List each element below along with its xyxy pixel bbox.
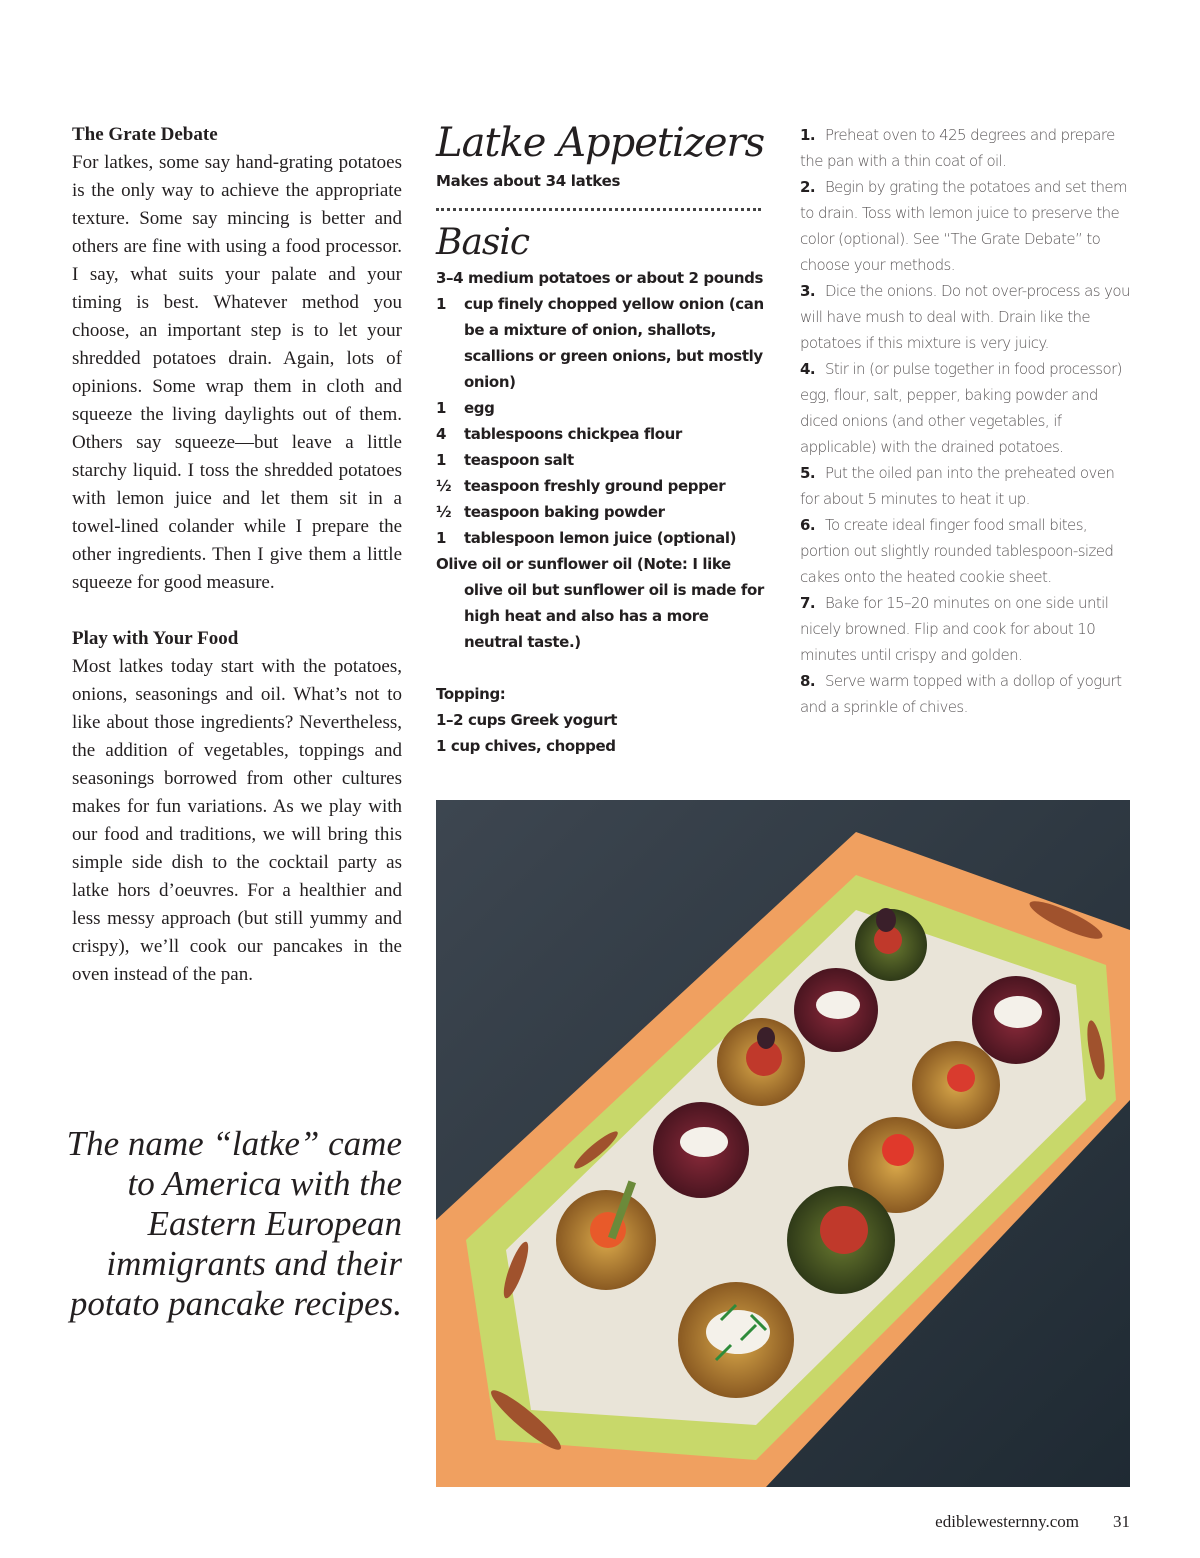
recipe-title: Latke Appetizers xyxy=(436,120,765,166)
step-number: 6. xyxy=(800,516,815,534)
yogurt-topping xyxy=(680,1127,728,1157)
olive-topping xyxy=(757,1027,775,1049)
step-text: Dice the onions. Do not over-process as you will have mush to deal with. Drain like the potatoes if this mixture is very juicy. xyxy=(800,282,1130,352)
pepper-topping xyxy=(820,1206,868,1254)
pepper-topping xyxy=(882,1134,914,1166)
step-text: Stir in (or pulse together in food processor) egg, flour, salt, pepper, baking powder and diced onions (and other vegetables, if applicable) with the drained potatoes. xyxy=(800,360,1122,456)
step-number: 1. xyxy=(800,126,815,144)
yogurt-topping xyxy=(706,1310,770,1354)
ingredient-qty: 1 xyxy=(436,295,447,313)
section-heading-play-with-food: Play with Your Food xyxy=(72,628,239,649)
pepper-topping xyxy=(947,1064,975,1092)
ingredient-potatoes: 3–4 medium potatoes or about 2 pounds xyxy=(436,269,764,287)
ingredient-text: teaspoon baking powder xyxy=(464,503,665,521)
left-column xyxy=(72,121,402,989)
step-text: To create ideal finger food small bites, portion out slightly rounded tablespoon-sized cakes onto the heated cookie sheet. xyxy=(800,516,1114,586)
pull-quote: The name “latke” came to America with the Eastern European immigrants and their potato pancake recipes. xyxy=(66,1124,402,1323)
ingredient-item xyxy=(436,421,766,447)
yogurt-topping xyxy=(816,991,860,1019)
ingredient-item xyxy=(436,395,766,421)
step-item xyxy=(800,278,1135,356)
step-number: 7. xyxy=(800,594,815,612)
step-text: Bake for 15–20 minutes on one side until nicely browned. Flip and cook for about 10 minutes until crispy and golden. xyxy=(800,594,1109,664)
step-number: 5. xyxy=(800,464,815,482)
step-item xyxy=(800,668,1135,720)
step-item xyxy=(800,590,1135,668)
ingredient-qty: 1 xyxy=(436,529,447,547)
step-text: Put the oiled pan into the preheated oven for about 5 minutes to heat it up. xyxy=(800,464,1115,508)
ingredient-text: cup finely chopped yellow onion (can be a mixture of onion, shallots, scallions or green onions, but mostly onion) xyxy=(464,295,764,391)
section-body-play-with-food: Most latkes today start with the potatoes, onions, seasonings and oil. What’s not to like about those ingredients? Nevertheless, the addition of vegetables, toppings and seasonings borrowed from other cultures makes for fun variations. As we play with our food and traditions, we will bring this simple side dish to the cocktail party as latke hors d’oeuvres. For a healthier and less messy approach (but still yummy and crispy), we’ll cook our pancakes in the oven instead of the pan. xyxy=(72,656,402,985)
section-heading-grate-debate: The Grate Debate xyxy=(72,124,218,145)
step-text: Serve warm topped with a dollop of yogurt and a sprinkle of chives. xyxy=(800,672,1122,716)
section-body-grate-debate: For latkes, some say hand-grating potatoes is the only way to achieve the appropriate texture. Some say mincing is better and others are fine with using a food processor. I say, what suits your palate and your timing is best. Whatever method you choose, an important step is to let your shredded potatoes drain. Again, lots of opinions. Some wrap them in cloth and squeeze the living daylights out of them. Others say squeeze—but leave a little starchy liquid. I toss the shredded potatoes with lemon juice and let them sit in a towel-lined colander while I prepare the other ingredients. Then I give them a little squeeze for good measure. xyxy=(72,152,402,593)
site-url: ediblewesternny.com xyxy=(935,1512,1079,1531)
ingredient-qty: 1 xyxy=(436,451,447,469)
platter-illustration xyxy=(436,800,1130,1487)
latke-platter-photo xyxy=(436,800,1130,1487)
step-item xyxy=(800,174,1135,278)
ingredient-text: egg xyxy=(464,399,495,417)
ingredient-item xyxy=(436,447,766,473)
topping-yogurt: 1–2 cups Greek yogurt xyxy=(436,711,617,729)
ingredient-text: teaspoon salt xyxy=(464,451,574,469)
step-text: Begin by grating the potatoes and set them to drain. Toss with lemon juice to preserve the color (optional). See “The Grate Debate” to choose your methods. xyxy=(800,178,1128,274)
ingredient-text: teaspoon freshly ground pepper xyxy=(464,477,726,495)
step-number: 4. xyxy=(800,360,815,378)
ingredient-text: tablespoons chickpea flour xyxy=(464,425,682,443)
olive-topping xyxy=(876,908,896,932)
topping-heading: Topping: xyxy=(436,685,506,703)
ingredient-item xyxy=(436,291,766,395)
ingredient-qty: 4 xyxy=(436,425,447,443)
ingredient-qty: ½ xyxy=(436,477,452,495)
topping-chives: 1 cup chives, chopped xyxy=(436,737,616,755)
page-number: 31 xyxy=(1113,1512,1130,1531)
dotted-divider xyxy=(436,208,761,211)
ingredient-oil: Olive oil or sunflower oil (Note: I like olive oil but sunflower oil is made for high heat and also has a more neutral taste.) xyxy=(436,555,764,651)
step-number: 3. xyxy=(800,282,815,300)
step-text: Preheat oven to 425 degrees and prepare the pan with a thin coat of oil. xyxy=(800,126,1115,170)
step-item xyxy=(800,512,1135,590)
ingredient-text: tablespoon lemon juice (optional) xyxy=(464,529,737,547)
step-item xyxy=(800,356,1135,460)
ingredient-item xyxy=(436,499,766,525)
ingredient-list xyxy=(436,291,766,551)
ingredient-qty: 1 xyxy=(436,399,447,417)
ingredient-item xyxy=(436,473,766,499)
step-number: 8. xyxy=(800,672,815,690)
page-footer xyxy=(935,1512,1130,1532)
recipe-column xyxy=(436,118,766,759)
step-item xyxy=(800,122,1135,174)
step-item xyxy=(800,460,1135,512)
step-number: 2. xyxy=(800,178,815,196)
ingredient-qty: ½ xyxy=(436,503,452,521)
yogurt-topping xyxy=(994,996,1042,1028)
instructions-column xyxy=(800,122,1135,720)
basic-subtitle: Basic xyxy=(436,222,530,263)
ingredient-item xyxy=(436,525,766,551)
recipe-yield: Makes about 34 latkes xyxy=(436,172,621,190)
